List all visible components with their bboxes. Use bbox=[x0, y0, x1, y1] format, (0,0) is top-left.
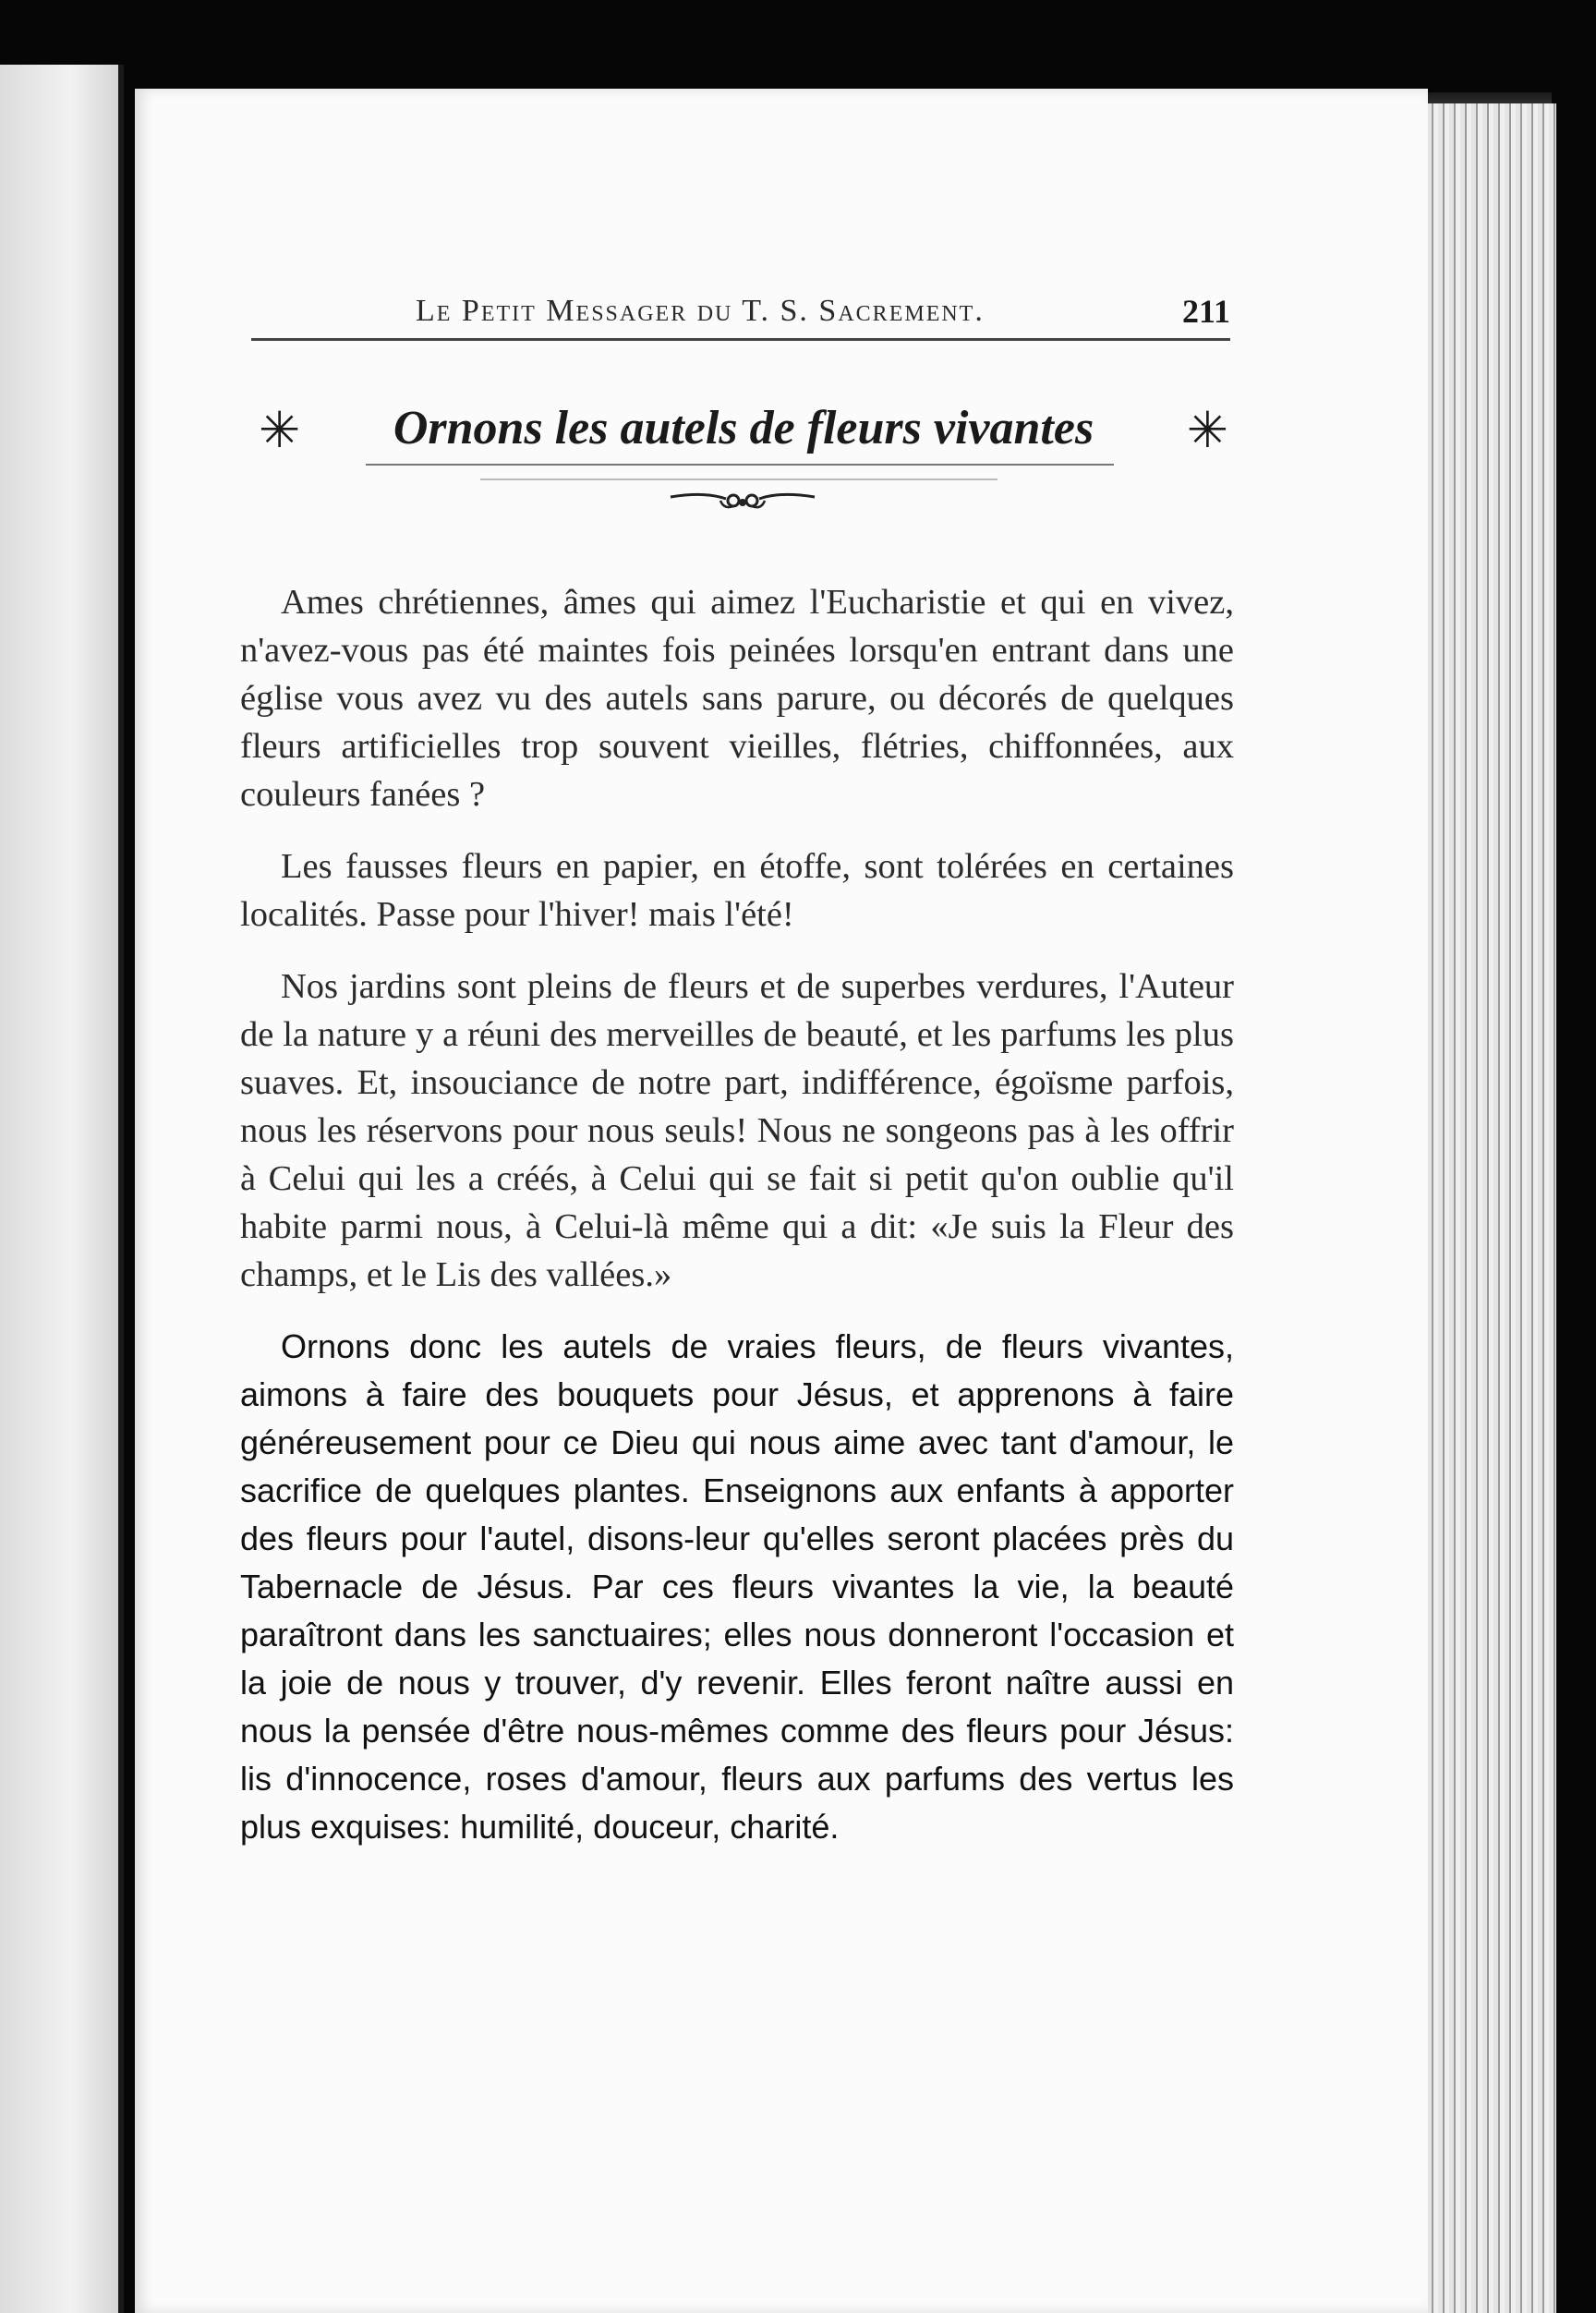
facing-page-edge bbox=[0, 65, 124, 2313]
article-title-row bbox=[259, 395, 1228, 469]
asterisk-ornament-icon: ✳ bbox=[1186, 401, 1228, 459]
page-stack-edges bbox=[1413, 103, 1556, 2313]
running-header bbox=[251, 283, 1230, 341]
article-body bbox=[240, 578, 1234, 1875]
paragraph: Ames chrétiennes, âmes qui aimez l'Eucharistie et qui en vivez, n'avez-vous pas été maintes fois peinées lorsqu'en entrant dans une église vous avez vu des autels sans parure, ou décorés de quelques fleurs artificielles trop souvent vieilles, flétries, chiffonnées, aux couleurs fanées ? bbox=[240, 583, 1234, 814]
running-title: Le Petit Messager du T. S. Sacrement. bbox=[416, 294, 985, 328]
asterisk-ornament-icon: ✳ bbox=[259, 401, 301, 459]
flourish-ornament-icon bbox=[669, 486, 816, 514]
title-rule-secondary bbox=[480, 478, 998, 480]
paragraph: Les fausses fleurs en papier, en étoffe, sont tolérées en certaines localités. Passe pour l'hiver! mais l'été! bbox=[240, 847, 1234, 934]
paragraph: Nos jardins sont pleins de fleurs et de superbes verdures, l'Auteur de la nature y a réuni des merveilles de beauté, et les parfums les plus suaves. Et, insouciance de notre part, indifférence, égoïsme parfois, nous les réservons pour nous seuls! Nous ne songeons pas à les offrir à Celui qui les a créés, à Celui qui se fait si petit qu'on oublie qu'il habite parmi nous, à Celui-là même qui a dit: «Je suis la Fleur des champs, et le Lis des vallées.» bbox=[240, 967, 1234, 1294]
title-rule bbox=[366, 464, 1114, 466]
page-number: 211 bbox=[1181, 293, 1230, 330]
paragraph: Ornons donc les autels de vraies fleurs, de fleurs vivantes, aimons à faire des bouquets pour Jésus, et apprenons à faire généreusement pour ce Dieu qui nous aime avec tant d'amour, le sacrifice de quelques plantes. Enseignons aux enfants à apporter des fleurs pour l'autel, disons-leur qu'elles seront placées près du Tabernacle de Jésus. Par ces fleurs vivantes la vie, la beauté paraîtront dans les sanctuaires; elles nous donneront l'occasion et la joie de nous y trouver, d'y revenir. Elles feront naître aussi en nous la pensée d'être nous-mêmes comme des fleurs pour Jésus: lis d'innocence, roses d'amour, fleurs aux parfums des vertus les plus exquises: humilité, douceur, charité. bbox=[240, 1327, 1234, 1846]
article-title: Ornons les autels de fleurs vivantes bbox=[393, 402, 1094, 454]
